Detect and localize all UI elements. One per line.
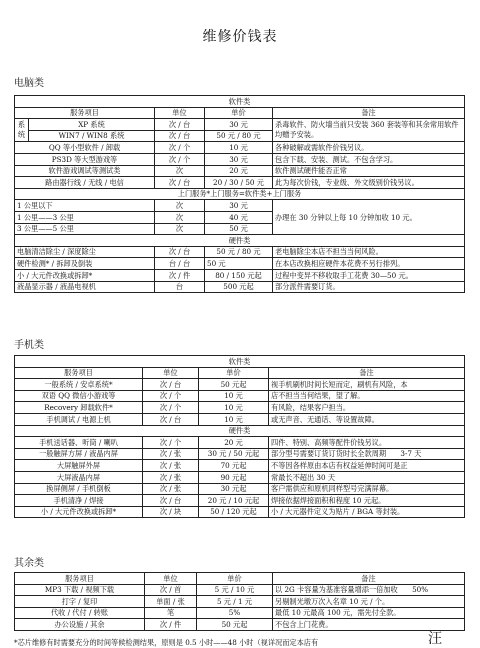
cell-price: 90 元起 (199, 471, 269, 483)
cell-note: 软件测试硬件能否正常 (273, 165, 465, 177)
col-unit: 单位 (155, 107, 205, 119)
table-row (15, 390, 465, 402)
table-row (15, 402, 465, 414)
cell-price: 10 元 (199, 402, 269, 414)
cell-note: 不包含上门花费。 (273, 619, 465, 631)
cell-note: 部分派件需要订货。 (273, 281, 465, 293)
cell-unit: 次 / 台 (143, 413, 199, 425)
cell-unit: 次 / 张 (143, 471, 199, 483)
cell-price: 50 元 (205, 258, 273, 270)
table-row (15, 495, 465, 507)
cell-note: 老电脑除尘本店不担当当何风险。 (273, 246, 465, 258)
table-row (15, 437, 465, 449)
cell-item: 大屏液晶内屏 (15, 471, 143, 483)
col-note: 备注 (273, 573, 465, 585)
cell-note: 小 / 大元器件定义为贴片 / BGA 等封装。 (269, 506, 465, 518)
table-row (15, 596, 465, 608)
page-mark: 汪 (428, 631, 442, 647)
cell-item: 小 / 大元件改换或拆卸* (15, 269, 155, 281)
cell-note: 常最长不超出 30 天 (269, 471, 465, 483)
table-row (15, 460, 465, 472)
table-row (15, 584, 465, 596)
cell-item: 办公设施 / 其余 (15, 619, 145, 631)
cell-item: 大屏触屏外屏 (15, 460, 143, 472)
cell-unit: 次 / 个 (143, 390, 199, 402)
cell-unit: 次 / 张 (143, 448, 199, 460)
cell-note: 视手机刷机时间长短而定，刷机有风险，本 (269, 379, 465, 391)
cell-note: 或无声音、无通话、等设置故障。 (269, 413, 465, 425)
cell-price: 30 元 (205, 200, 273, 212)
table-row (15, 281, 465, 293)
cell-note: 在本店改换相应硬件本花费不另行排列。 (273, 258, 465, 270)
cell-price: 80 / 150 元起 (205, 269, 273, 281)
cell-unit: 次 / 个 (155, 142, 205, 154)
col-note: 备注 (269, 367, 465, 379)
phone-hardware-header: 硬件类 (15, 425, 465, 437)
cell-price: 20 / 30 / 50 元 (205, 177, 273, 189)
cell-price: 20 元 (199, 437, 269, 449)
table-row (15, 119, 465, 131)
cell-price: 50 / 120 元起 (199, 506, 269, 518)
cell-price: 50 元 / 80 元 (205, 130, 273, 142)
cell-unit: 次 (155, 165, 205, 177)
cell-item: 一般系统 / 安卓系统* (15, 379, 143, 391)
col-note: 备注 (273, 107, 465, 119)
cell-unit: 次 (155, 200, 205, 212)
cell-unit: 笔 (145, 607, 197, 619)
table-row (15, 269, 465, 281)
cell-note: 不等因各样原由本店有权益延伸时间可是正 (269, 460, 465, 472)
cell-price: 50 元 / 80 元 (205, 246, 273, 258)
cell-unit: 次 / 台 (155, 119, 205, 131)
pc-door-header: 上门服务*上门服务=软件类+上门服务 (15, 188, 465, 200)
cell-price: 5% (197, 607, 273, 619)
page-title: 维修价钱表 (202, 29, 278, 45)
col-item: 服务项目 (15, 367, 143, 379)
cell-note: 焊接依据焊接面积和程度 10 元起。 (269, 495, 465, 507)
cell-price: 30 元 (205, 153, 273, 165)
cell-note: 店不担当当何结果，望了解。 (269, 390, 465, 402)
cell-unit: 次 / 件 (155, 269, 205, 281)
pc-hardware-header: 硬件类 (15, 235, 465, 247)
cell-price: 40 元 (205, 211, 273, 223)
cell-price: 70 元起 (199, 460, 269, 472)
table-row (15, 483, 465, 495)
table-row (15, 177, 465, 189)
cell-item: 换屏侧屏 / 手机倒板 (15, 483, 143, 495)
cell-price: 20 元 (205, 165, 273, 177)
cell-note: 过程中变异不移收取手工花费 30—50 元。 (273, 269, 465, 281)
cell-item: XP 系统 (29, 119, 155, 131)
cell-item: 手机调试 / 电源上机 (15, 413, 143, 425)
cell-unit: 次 / 台 (155, 246, 205, 258)
cell-item: 打字 / 复印 (15, 596, 145, 608)
cell-unit: 次 / 张 (143, 483, 199, 495)
table-row (15, 258, 465, 270)
cell-price: 10 元 (199, 390, 269, 402)
cell-note: 部分型号需要订货订货时长全款周期 3-7 天 (269, 448, 465, 460)
cell-price: 10 元 (205, 142, 273, 154)
cell-item: 手机送话器、听筒 / 喇叭 (15, 437, 143, 449)
cell-unit: 次 / 个 (155, 153, 205, 165)
cell-note: 有风险，结果客户担当。 (269, 402, 465, 414)
cell-unit: 单面 / 张 (145, 596, 197, 608)
cell-item: 双语 QQ 微信小游戏等 (15, 390, 143, 402)
table-row (15, 246, 465, 258)
col-item: 服务项目 (15, 107, 155, 119)
cell-item: WIN7 / WIN8 系统 (29, 130, 155, 142)
cell-item: 小 / 大元件改换或拆卸* (15, 506, 143, 518)
cell-note: 四件、特别、高频等配件价钱另议。 (269, 437, 465, 449)
cell-unit: 次 / 台 (143, 495, 199, 507)
cell-item: 一般触屏方屏 / 液晶内屏 (15, 448, 143, 460)
cell-note: 客户需供应和原机同样型号完满屏幕。 (269, 483, 465, 495)
cell-price: 30 元 (205, 119, 273, 131)
system-label: 系统 (15, 119, 29, 142)
table-row (15, 471, 465, 483)
cell-unit: 次 / 张 (143, 460, 199, 472)
pc-software-header: 软件类 (15, 96, 465, 108)
cell-item: 软件游戏调试等测试类 (15, 165, 155, 177)
col-price: 单价 (197, 573, 273, 585)
cell-price: 5 元 / 1 元 (197, 596, 273, 608)
cell-price: 50 元起 (197, 619, 273, 631)
cell-item: 液晶显示器 / 液晶电视机 (15, 281, 155, 293)
cell-item: 手机清净 / 焊接 (15, 495, 143, 507)
col-item: 服务项目 (15, 573, 145, 585)
table-row (15, 379, 465, 391)
cell-note: 最低 10 元最高 100 元，需先付全款。 (273, 607, 465, 619)
cell-item: 代收 / 代付 / 转账 (15, 607, 145, 619)
cell-unit: 次 / 台 (155, 130, 205, 142)
cell-price: 50 元起 (199, 379, 269, 391)
table-row (15, 413, 465, 425)
cell-unit: 次 / 台 (143, 379, 199, 391)
cell-note: 办理在 30 分钟以上每 10 分钟加收 10 元。 (273, 200, 465, 235)
cell-note: 以 2G 卡容量为基准容量增添一倍加收 50% (273, 584, 465, 596)
cell-price: 30 元起 (199, 483, 269, 495)
table-row (15, 619, 465, 631)
phone-section-label: 手机类 (14, 340, 44, 351)
cell-item: 路由器行线 / 无线 / 电信 (15, 177, 155, 189)
cell-item: QQ 等小型软件 / 卸载 (15, 142, 155, 154)
cell-item: 硬件检测* / 拆卸及倒装 (15, 258, 155, 270)
cell-item: 电脑清洁除尘 / 深度除尘 (15, 246, 155, 258)
cell-unit: 次 / 件 (145, 619, 197, 631)
other-price-table (14, 572, 465, 631)
cell-item: PS3D 等大型游戏等 (15, 153, 155, 165)
cell-price: 30 元 / 50 元起 (199, 448, 269, 460)
table-row (15, 153, 465, 165)
cell-note: 各种破解或需软件价钱另议。 (273, 142, 465, 154)
cell-note: 另剔制光墩万次入名章 10 元 / 个。 (273, 596, 465, 608)
table-row (15, 448, 465, 460)
cell-price: 10 元 (199, 413, 269, 425)
cell-unit: 台 (155, 281, 205, 293)
cell-unit: 次 / 个 (143, 402, 199, 414)
pc-price-table (14, 95, 465, 293)
cell-item: 1 公里以下 (15, 200, 155, 212)
cell-item: Recovery 卸载软件* (15, 402, 143, 414)
table-row (15, 142, 465, 154)
col-price: 单价 (199, 367, 269, 379)
table-row (15, 607, 465, 619)
cell-unit: 次 / 首 (145, 584, 197, 596)
cell-unit: 次 / 块 (143, 506, 199, 518)
col-unit: 单位 (143, 367, 199, 379)
cell-price: 50 元 (205, 223, 273, 235)
table-row (15, 200, 465, 212)
cell-unit: 次 (155, 223, 205, 235)
table-row (15, 165, 465, 177)
footnote: *芯片维修有时需要充分的时间等候检测结果，原则是 0.5 小时——48 小时（视详况而定本店有 (14, 638, 319, 647)
cell-item: 3 公里——5 公里 (15, 223, 155, 235)
cell-price: 20 元 / 10 元起 (199, 495, 269, 507)
cell-unit: 次 / 个 (143, 437, 199, 449)
cell-item: 1 公里——3 公里 (15, 211, 155, 223)
table-row (15, 506, 465, 518)
cell-note: 此为每次价钱，专业级、外文级别价钱另议。 (273, 177, 465, 189)
col-price: 单价 (205, 107, 273, 119)
pc-section-label: 电脑类 (14, 78, 44, 89)
cell-unit: 次 / 台 (155, 177, 205, 189)
phone-software-header: 软件类 (15, 356, 465, 368)
cell-unit: 台 / 台 (155, 258, 205, 270)
col-unit: 单位 (145, 573, 197, 585)
cell-unit: 次 (155, 211, 205, 223)
cell-item: MP3 下载 / 视频下载 (15, 584, 145, 596)
other-section-label: 其余类 (14, 558, 44, 569)
phone-price-table (14, 355, 465, 518)
cell-note: 包含下载、安装、测试。不包含学习。 (273, 153, 465, 165)
cell-price: 5 元 / 10 元 (197, 584, 273, 596)
cell-note: 杀毒软件、防火墙当前只安装 360 套装等和其余常用软件均赠予安装。 (273, 119, 465, 142)
cell-price: 500 元起 (205, 281, 273, 293)
